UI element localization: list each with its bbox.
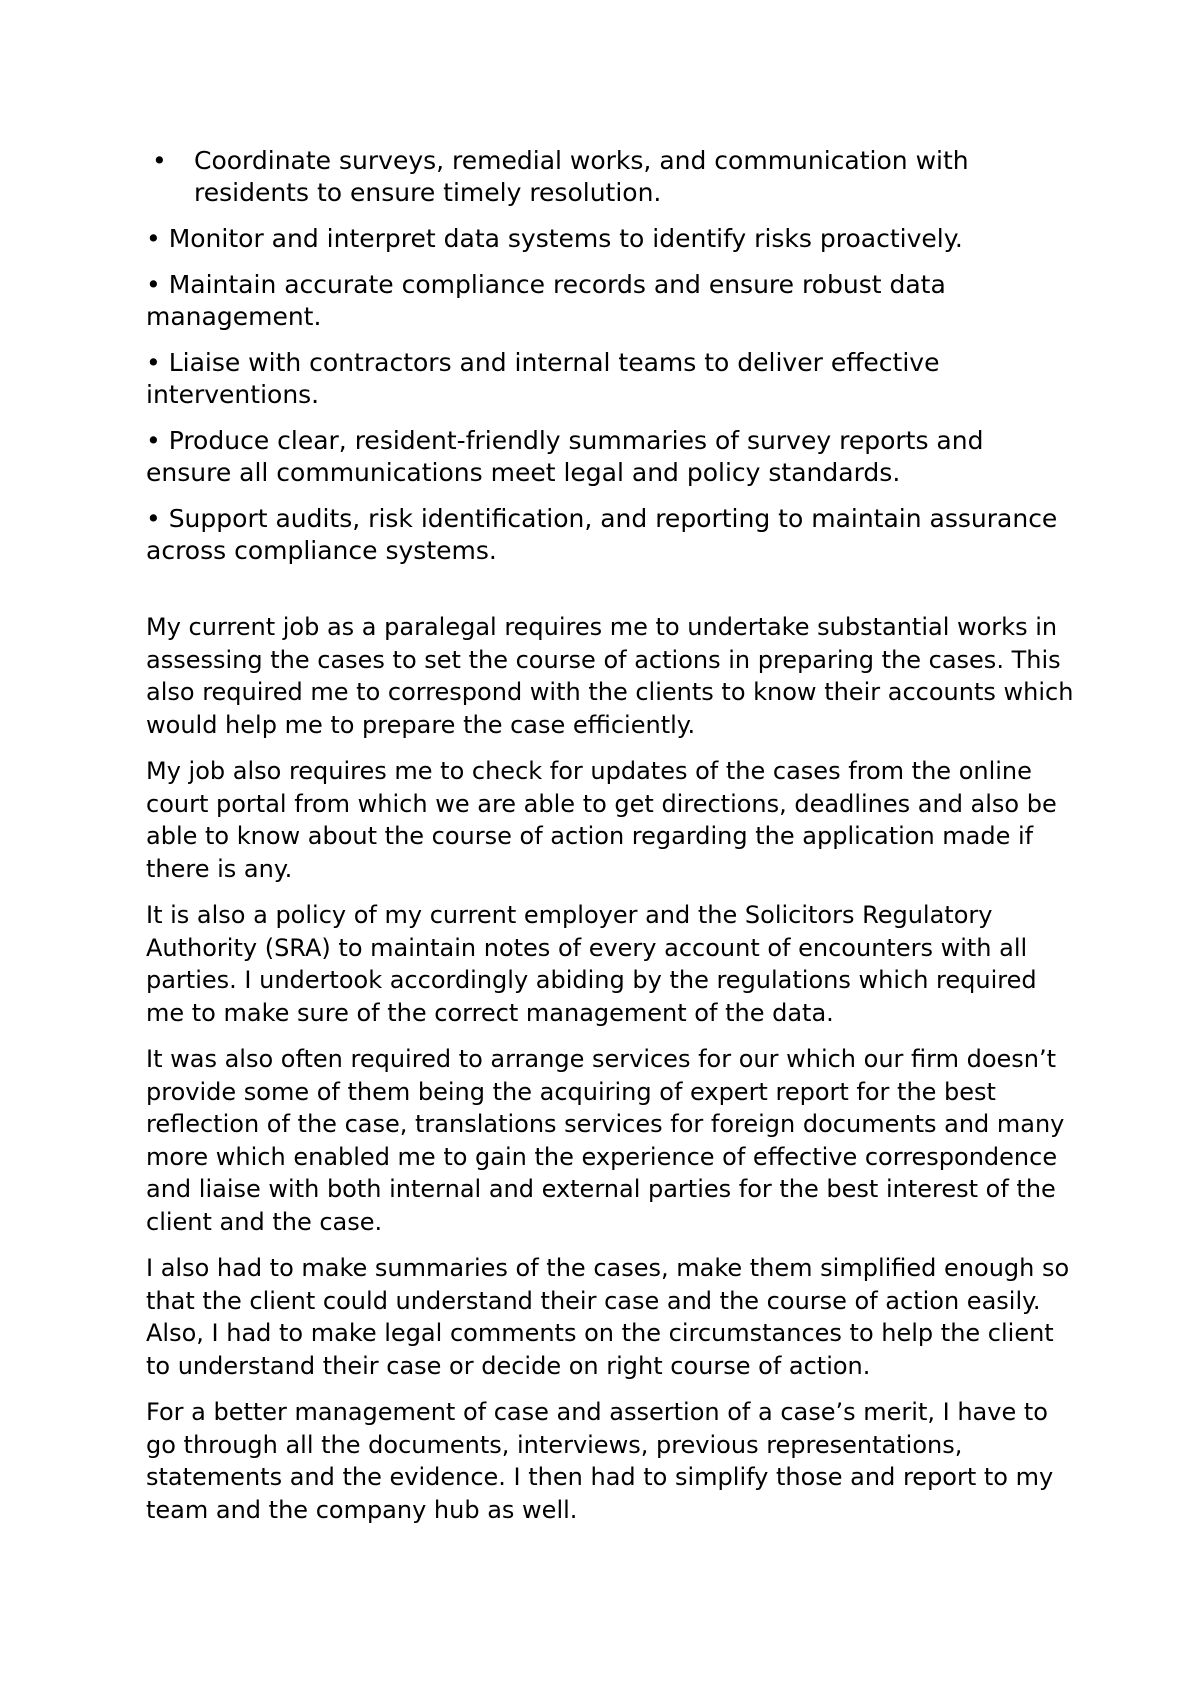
bullet-item: • Produce clear, resident-friendly summaries of survey reports and ensure all communications meet legal and policy standards. [146,426,984,487]
paragraph: For a better management of case and assertion of a case’s merit, I have to go through all the documents, interviews, previous representations, statements and the evidence. I then had to simplify those and report to my team and the company hub as well. [146,1398,1054,1524]
bullet-list [146,223,1076,567]
document-page [146,145,1076,1540]
bullet-item-coordinate [146,145,1076,209]
paragraph: It was also often required to arrange services for our which our firm doesn’t provide some of them being the acquiring of expert report for the best reflection of the case, translations services for foreign documents and many more which enabled me to gain the experience of effective correspondence and liaise with both internal and external parties for the best interest of the client and the case. [146,1045,1065,1236]
bullet-text: Coordinate surveys, remedial works, and communication with residents to ensure timely resolution. [194,146,969,207]
body-paragraphs [146,611,1076,1526]
bullet-item: • Monitor and interpret data systems to identify risks proactively. [146,224,963,253]
paragraph: I also had to make summaries of the cases, make them simplified enough so that the client could understand their case and the course of action easily. Also, I had to make legal comments on the circumstances to help the client to understand their case or decide on right course of action. [146,1254,1070,1380]
paragraph: My job also requires me to check for updates of the cases from the online court portal from which we are able to get directions, deadlines and also be able to know about the course of action regarding the application made if there is any. [146,757,1057,883]
bullet-item: • Maintain accurate compliance records and ensure robust data management. [146,270,946,331]
bullet-item: • Support audits, risk identification, and reporting to maintain assurance across compliance systems. [146,504,1058,565]
bullet-glyph: • [152,146,167,175]
paragraph: It is also a policy of my current employer and the Solicitors Regulatory Authority (SRA) to maintain notes of every account of encounters with all parties. I undertook accordingly abiding by the regulations which required me to make sure of the correct management of the data. [146,901,1037,1027]
paragraph: My current job as a paralegal requires me to undertake substantial works in assessing the cases to set the course of actions in preparing the cases. This also required me to correspond with the clients to know their accounts which would help me to prepare the case efficiently. [146,613,1074,739]
bullet-item: • Liaise with contractors and internal teams to deliver effective interventions. [146,348,940,409]
